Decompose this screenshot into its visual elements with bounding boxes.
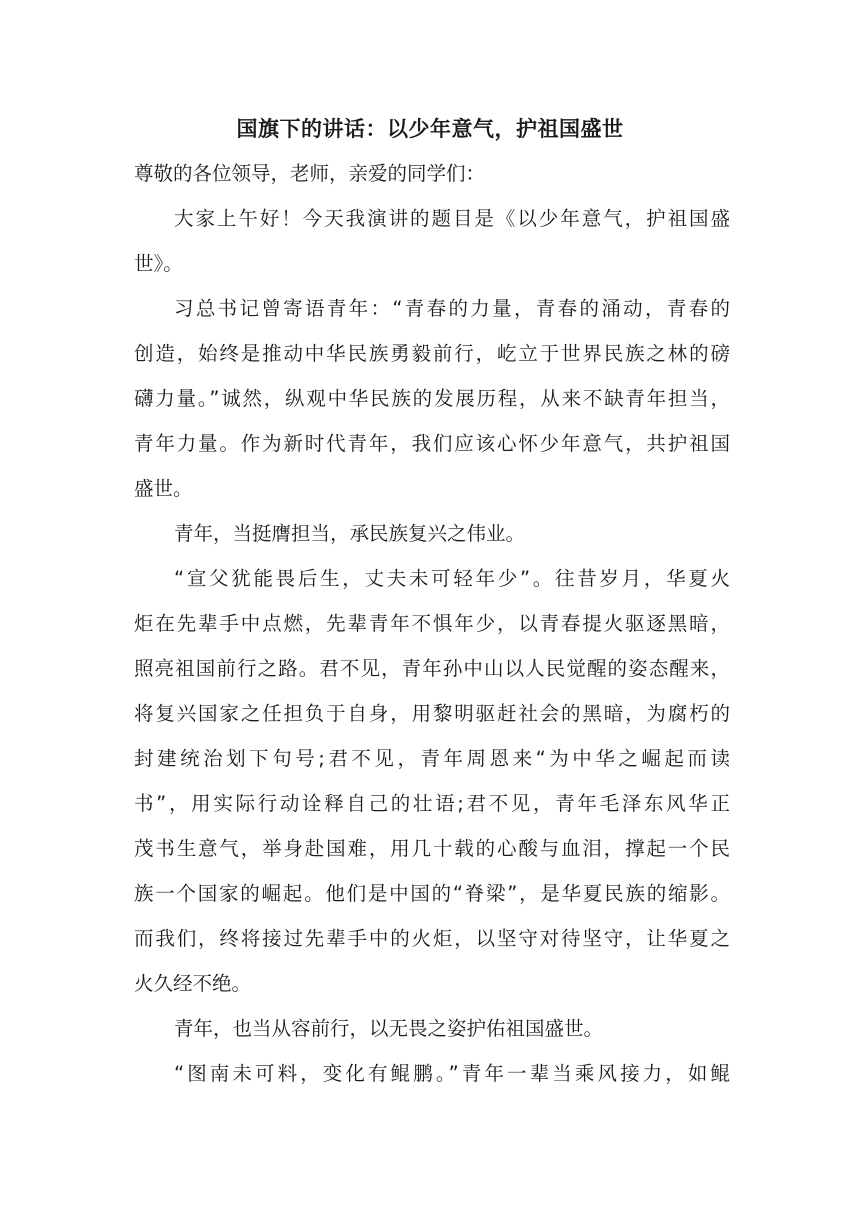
text-line: 茂书生意气，举身赴国难，用几十载的心酸与血泪，撑起一个民 (134, 837, 730, 860)
text-line: 世》。 (134, 252, 183, 275)
text-line: 火久经不绝。 (134, 972, 252, 995)
text-line: 青年力量。作为新时代青年，我们应该心怀少年意气，共护祖国 (134, 432, 730, 455)
text-line: 将复兴国家之任担负于自身，用黎明驱赶社会的黑暗，为腐朽的 (134, 702, 730, 725)
section-heading-line: 青年，也当从容前行，以无畏之姿护佑祖国盛世。 (174, 1017, 604, 1040)
text-line: “宣父犹能畏后生，丈夫未可轻年少”。往昔岁月，华夏火 (174, 567, 730, 590)
text-line: 习总书记曾寄语青年：“青春的力量，青春的涌动，青春的 (174, 297, 730, 320)
text-line: 族一个国家的崛起。他们是中国的“脊梁”，是华夏民族的缩影。 (134, 882, 730, 905)
text-line: 礴力量。”诚然，纵观中华民族的发展历程，从来不缺青年担当， (134, 387, 730, 410)
text-line: 书”，用实际行动诠释自己的壮语;君不见，青年毛泽东风华正 (134, 792, 730, 815)
text-line: 炬在先辈手中点燃，先辈青年不惧年少，以青春提火驱逐黑暗， (134, 612, 730, 635)
text-line: 封建统治划下句号;君不见，青年周恩来“为中华之崛起而读 (134, 747, 730, 770)
text-line: 大家上午好！今天我演讲的题目是《以少年意气，护祖国盛 (174, 207, 730, 230)
section-heading-line: 青年，当挺膺担当，承民族复兴之伟业。 (174, 522, 526, 545)
text-line: 而我们，终将接过先辈手中的火炬，以坚守对待坚守，让华夏之 (134, 927, 730, 950)
text-line: “图南未可料，变化有鲲鹏。”青年一辈当乘风接力，如鲲 (174, 1062, 730, 1085)
text-line: 盛世。 (134, 477, 193, 500)
text-line: 创造，始终是推动中华民族勇毅前行，屹立于世界民族之林的磅 (134, 342, 730, 365)
text-line: 照亮祖国前行之路。君不见，青年孙中山以人民觉醒的姿态醒来， (134, 657, 730, 680)
salutation-line: 尊敬的各位领导，老师，亲爱的同学们： (134, 162, 486, 185)
page-title: 国旗下的讲话：以少年意气，护祖国盛世 (236, 117, 624, 141)
